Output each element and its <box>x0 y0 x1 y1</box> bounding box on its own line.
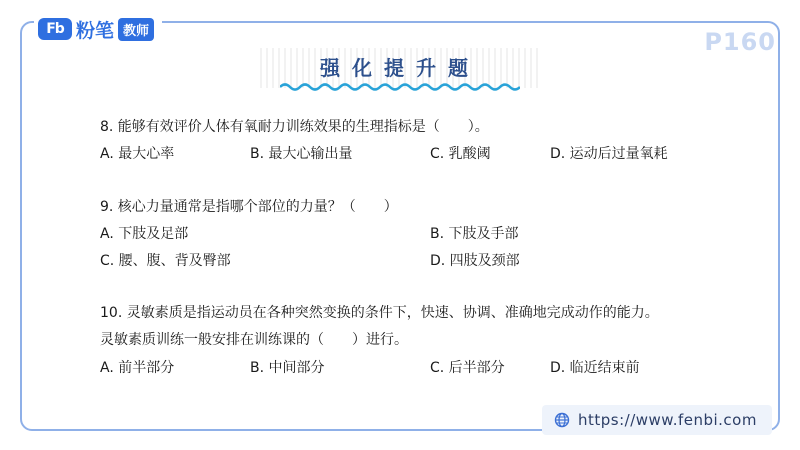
page-title: 强化提升题 <box>320 56 480 80</box>
page-number: P160 <box>704 28 776 56</box>
brand-name: 粉笔 <box>76 19 115 42</box>
footer-url[interactable]: https://www.fenbi.com <box>578 411 757 429</box>
wave-decoration <box>280 82 520 92</box>
question-10-option-b: B. 中间部分 <box>250 360 325 376</box>
question-9-option-c: C. 腰、腹、背及臀部 <box>100 253 231 269</box>
question-10-stem: 10. 灵敏素质是指运动员在各种突然变换的条件下，快速、协调、准确地完成动作的能力。 <box>100 305 659 321</box>
question-9-option-d: D. 四肢及颈部 <box>430 253 520 269</box>
question-10-option-d: D. 临近结束前 <box>550 360 640 376</box>
title-block <box>260 48 540 96</box>
question-8-option-b: B. 最大心输出量 <box>250 146 353 162</box>
question-10-stem-line2: 灵敏素质训练一般安排在训练课的（ ）进行。 <box>100 332 408 348</box>
question-8-option-a: A. 最大心率 <box>100 146 175 162</box>
question-9-stem: 9. 核心力量通常是指哪个部位的力量？（ ） <box>100 199 398 215</box>
brand-logo <box>34 14 162 44</box>
globe-icon <box>554 412 570 428</box>
question-8-option-c: C. 乳酸阈 <box>430 146 491 162</box>
question-8-option-d: D. 运动后过量氧耗 <box>550 146 668 162</box>
footer-url-bar <box>542 405 772 435</box>
brand-sub: 教师 <box>118 18 154 41</box>
question-9-option-b: B. 下肢及手部 <box>430 226 519 242</box>
question-10-option-c: C. 后半部分 <box>430 360 505 376</box>
question-8-stem: 8. 能够有效评价人体有氧耐力训练效果的生理指标是（ ）。 <box>100 119 489 135</box>
question-10-option-a: A. 前半部分 <box>100 360 175 376</box>
brand-mark: Fb <box>38 18 72 40</box>
question-9-option-a: A. 下肢及足部 <box>100 226 189 242</box>
